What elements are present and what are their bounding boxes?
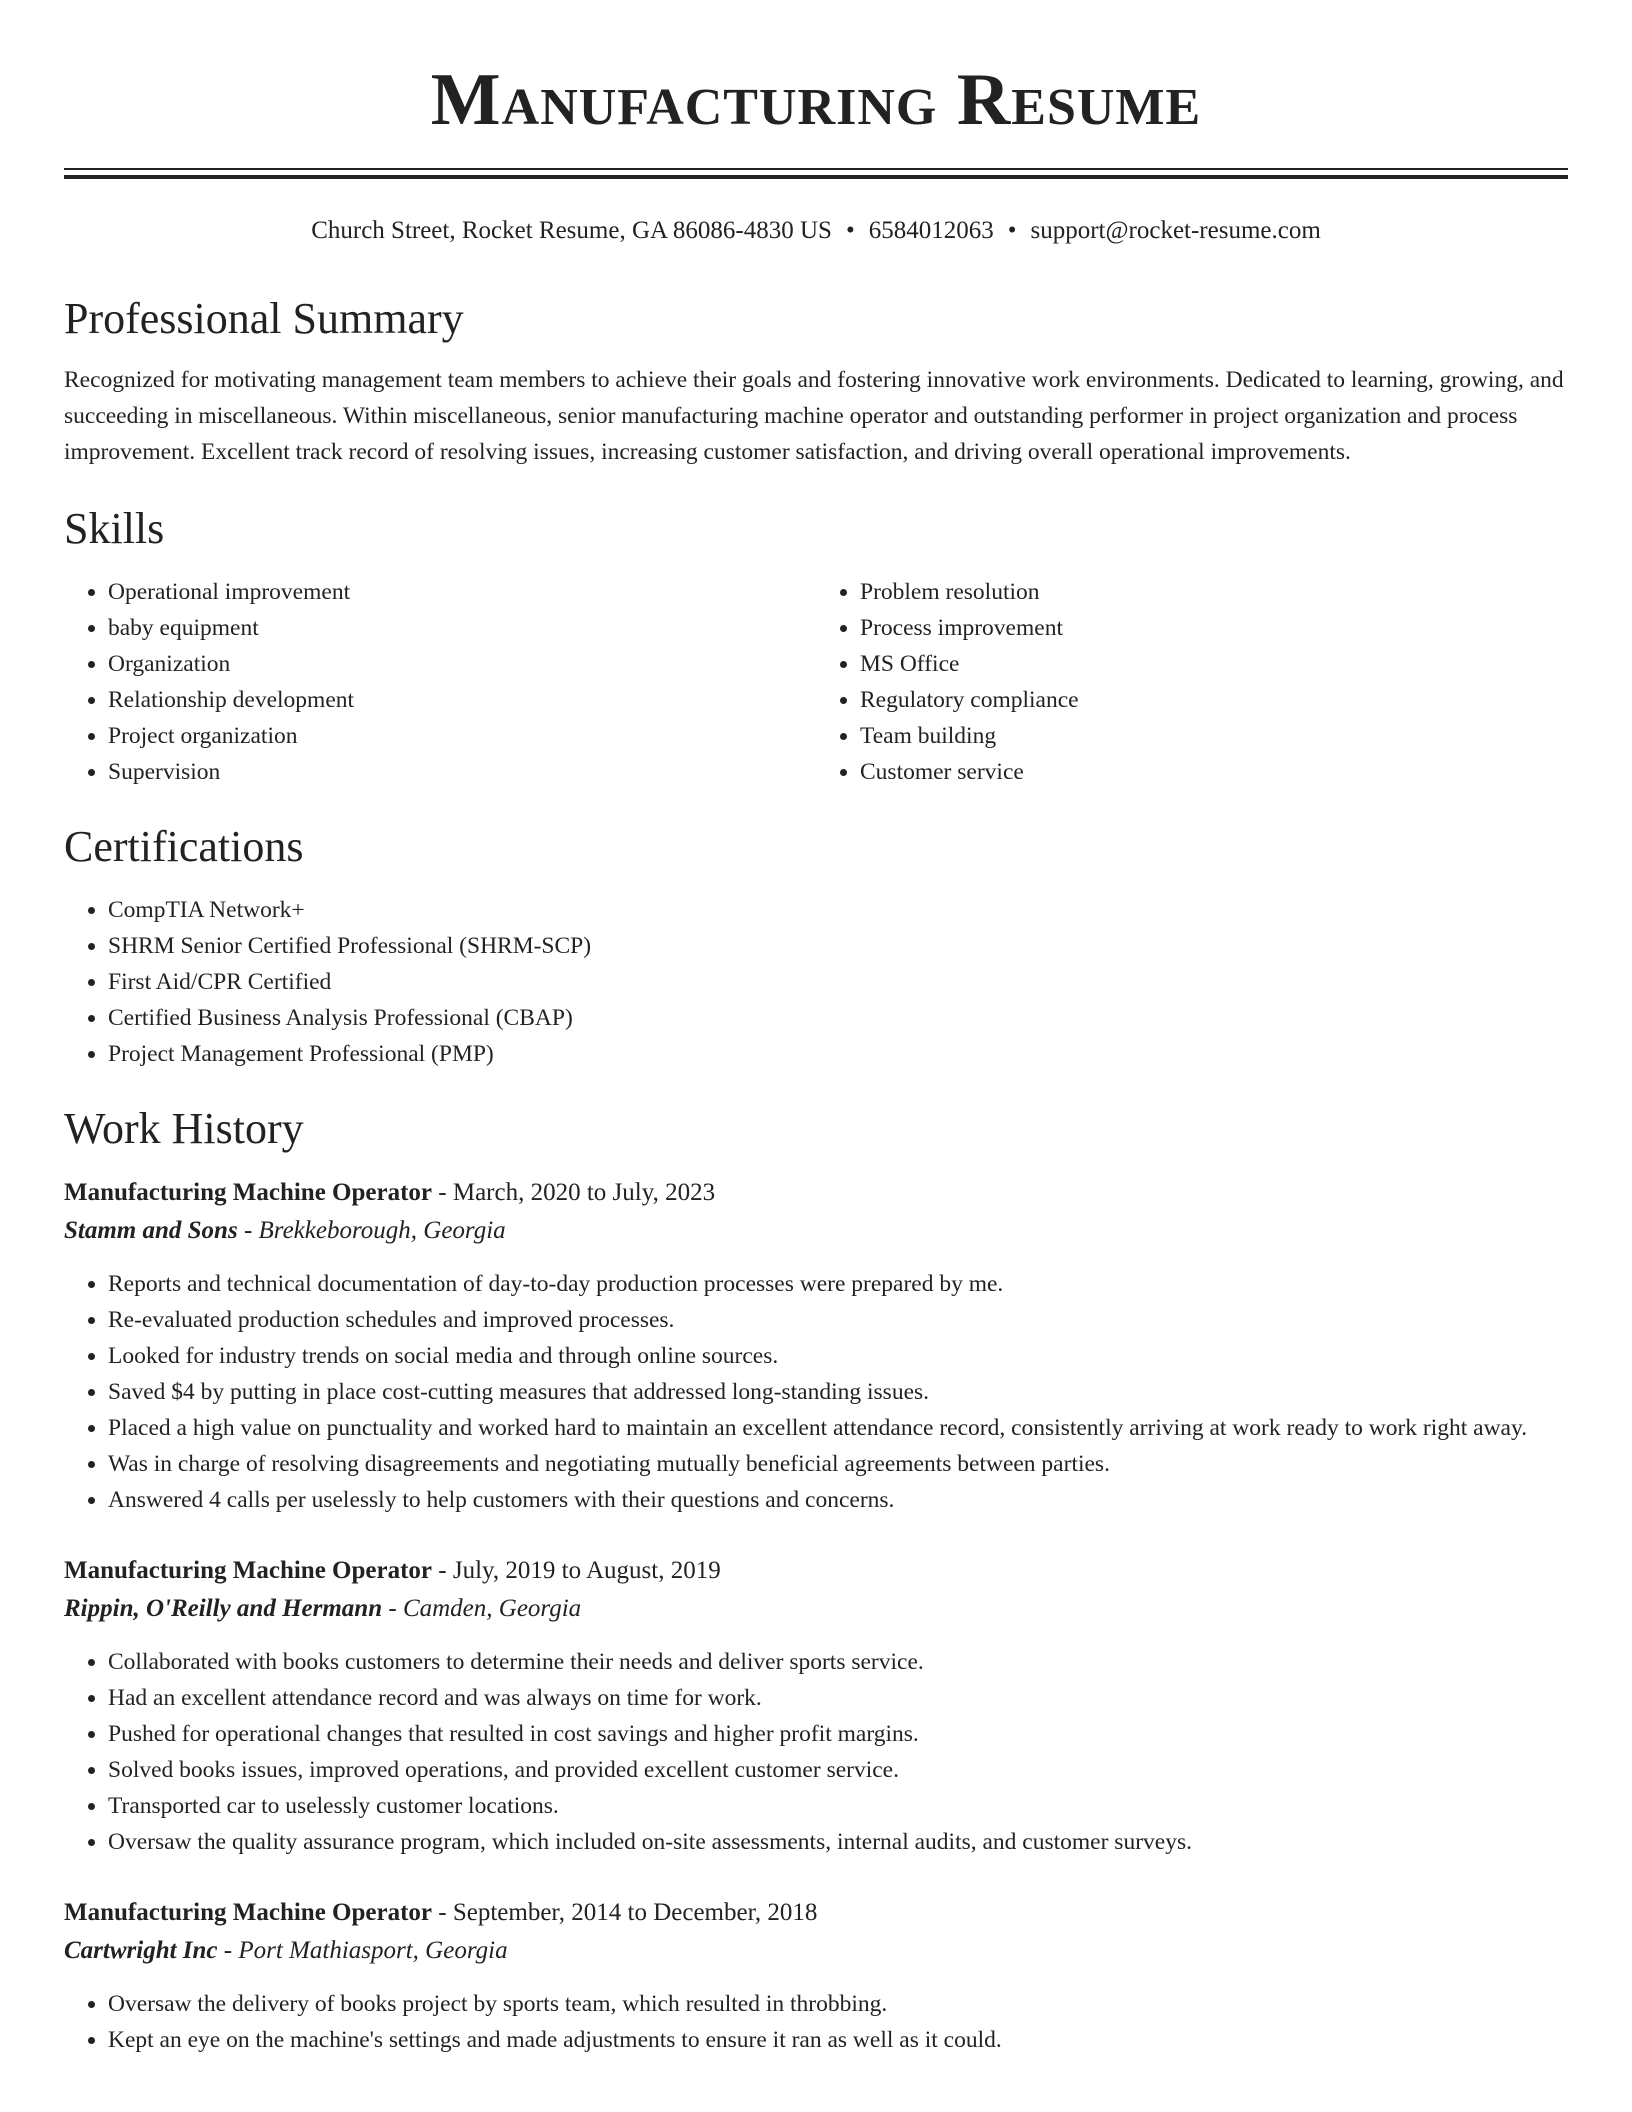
certifications-list [64, 892, 1568, 1072]
summary-heading: Professional Summary [64, 294, 464, 343]
job-bullet: • Answered 4 calls per uselessly to help customers with their questions and concerns. [108, 1482, 1568, 1518]
job-title: Manufacturing Machine Operator [64, 1557, 433, 1584]
certification-item: • Certified Business Analysis Professional (CBAP) [108, 1000, 1568, 1036]
job-bullet: • Collaborated with books customers to determine their needs and deliver sports service. [108, 1644, 1568, 1680]
skill-item: • Customer service [860, 754, 1568, 790]
job-dates: July, 2019 to August, 2019 [452, 1557, 721, 1584]
skills-list-left [64, 574, 816, 790]
job-bullet: • Oversaw the delivery of books project by sports team, which resulted in throbbing. [108, 1986, 1568, 2022]
job-company-line: Stamm and Sons - Brekkeborough, Georgia [64, 1217, 506, 1244]
skill-item: • Relationship development [108, 682, 816, 718]
certifications-section [64, 818, 1568, 1072]
job-company-line: Cartwright Inc - Port Mathiasport, Georgia [64, 1937, 508, 1964]
job-bullets [64, 1266, 1568, 1518]
skill-item: • Operational improvement [108, 574, 816, 610]
job-bullet: • Solved books issues, improved operations, and provided excellent customer service. [108, 1752, 1568, 1788]
job-bullet: • Reports and technical documentation of day-to-day production processes were prepared by me. [108, 1266, 1568, 1302]
skill-item: • Problem resolution [860, 574, 1568, 610]
job-title-line: Manufacturing Machine Operator - September, 2014 to December, 2018 [64, 1899, 818, 1926]
job-bullet: • Was in charge of resolving disagreements and negotiating mutually beneficial agreements between parties. [108, 1446, 1568, 1482]
job-company: Stamm and Sons [64, 1217, 238, 1244]
job-location: Brekkeborough, Georgia [258, 1217, 506, 1244]
job-entry [64, 1174, 1568, 1518]
job-title: Manufacturing Machine Operator [64, 1179, 433, 1206]
skill-item: • baby equipment [108, 610, 816, 646]
contact-phone: 6584012063 [868, 217, 994, 244]
work-history-heading: Work History [64, 1104, 304, 1153]
job-company-line: Rippin, O'Reilly and Hermann - Camden, Georgia [64, 1595, 582, 1622]
skills-grid [64, 574, 1568, 790]
summary-text: Recognized for motivating management team members to achieve their goals and fostering innovative work environments. Dedicated to learning, growing, and succeeding in miscellaneous. Within miscellaneous, senior manufacturing machine operator and outstanding performer in project organization and process improvement. Excellent track record of resolving issues, increasing customer satisfaction, and driving overall operational improvements. [64, 367, 1564, 465]
job-entry [64, 1552, 1568, 1860]
job-title-line: Manufacturing Machine Operator - July, 2019 to August, 2019 [64, 1557, 721, 1584]
job-bullet: • Placed a high value on punctuality and worked hard to maintain an excellent attendance record, consistently arriving at work ready to work right away. [108, 1410, 1568, 1446]
contact-address: Church Street, Rocket Resume, GA 86086-4830 US [311, 217, 832, 244]
skill-item: • Team building [860, 718, 1568, 754]
certification-item: • Project Management Professional (PMP) [108, 1036, 1568, 1072]
resume-title: Manufacturing Resume [430, 59, 1202, 141]
contact-email: support@rocket-resume.com [1030, 217, 1321, 244]
skill-item: • Regulatory compliance [860, 682, 1568, 718]
job-company: Cartwright Inc [64, 1937, 218, 1964]
job-location: Port Mathiasport, Georgia [238, 1937, 508, 1964]
certification-item: • SHRM Senior Certified Professional (SHRM-SCP) [108, 928, 1568, 964]
job-bullet: • Re-evaluated production schedules and improved processes. [108, 1302, 1568, 1338]
resume-content [64, 290, 1568, 2058]
skills-list-right [816, 574, 1568, 790]
contact-separator: • [845, 217, 855, 244]
certification-item: • CompTIA Network+ [108, 892, 1568, 928]
summary-section [64, 290, 1568, 470]
title-divider-thin [64, 168, 1568, 170]
skill-item: • Process improvement [860, 610, 1568, 646]
job-company: Rippin, O'Reilly and Hermann [64, 1595, 383, 1622]
job-bullets [64, 1986, 1568, 2058]
job-bullets [64, 1644, 1568, 1860]
certifications-heading: Certifications [64, 822, 304, 871]
job-bullet: • Saved $4 by putting in place cost-cutting measures that addressed long-standing issues. [108, 1374, 1568, 1410]
job-entry [64, 1894, 1568, 2058]
job-bullet: • Pushed for operational changes that resulted in cost savings and higher profit margins. [108, 1716, 1568, 1752]
job-bullet: • Oversaw the quality assurance program, which included on-site assessments, internal audits, and customer surveys. [108, 1824, 1568, 1860]
title-divider-thick [64, 175, 1568, 179]
work-history-section [64, 1100, 1568, 2058]
skill-item: • Project organization [108, 718, 816, 754]
contact-line [0, 214, 1632, 248]
job-title: Manufacturing Machine Operator [64, 1899, 433, 1926]
contact-separator: • [1007, 217, 1017, 244]
skill-item: • Organization [108, 646, 816, 682]
job-bullet: • Had an excellent attendance record and was always on time for work. [108, 1680, 1568, 1716]
job-dates: September, 2014 to December, 2018 [452, 1899, 818, 1926]
job-title-line: Manufacturing Machine Operator - March, 2020 to July, 2023 [64, 1179, 716, 1206]
skills-section [64, 500, 1568, 790]
job-bullet: • Kept an eye on the machine's settings and made adjustments to ensure it ran as well as it could. [108, 2022, 1568, 2058]
skill-item: • Supervision [108, 754, 816, 790]
job-dates: March, 2020 to July, 2023 [452, 1179, 716, 1206]
job-bullet: • Transported car to uselessly customer locations. [108, 1788, 1568, 1824]
skills-heading: Skills [64, 504, 165, 553]
job-location: Camden, Georgia [402, 1595, 582, 1622]
skill-item: • MS Office [860, 646, 1568, 682]
certification-item: • First Aid/CPR Certified [108, 964, 1568, 1000]
job-bullet: • Looked for industry trends on social media and through online sources. [108, 1338, 1568, 1374]
